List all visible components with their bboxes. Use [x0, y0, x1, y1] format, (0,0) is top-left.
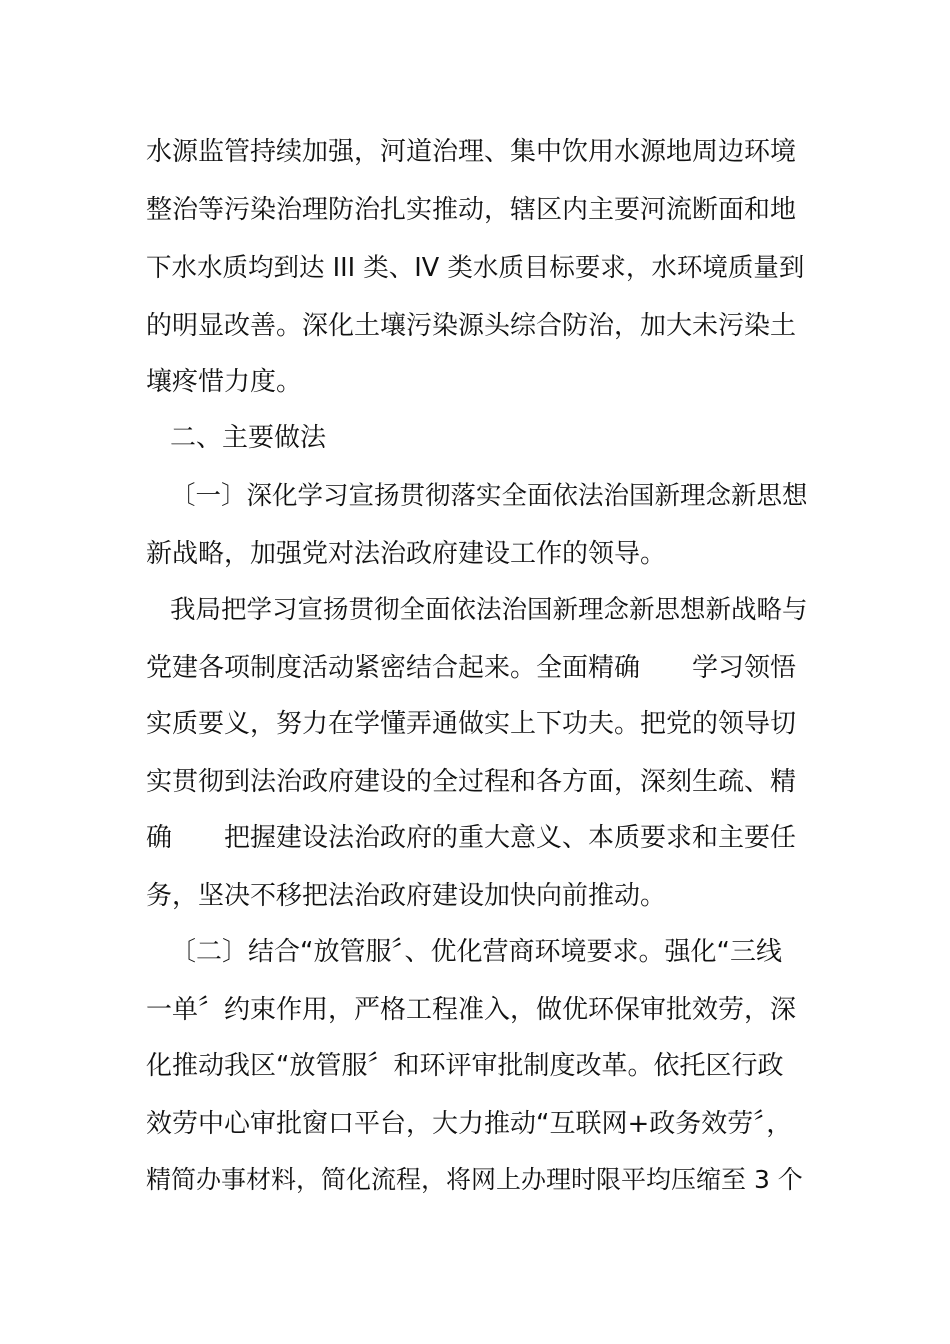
paragraph-line: 新战略，加强党对法治政府建设工作的领导。	[146, 539, 667, 569]
paragraph-line: 确 把握建设法治政府的重大意义、本质要求和主要任	[146, 823, 797, 853]
paragraph-line: 下水水质均到达 III 类、IV 类水质目标要求，水环境质量到	[146, 253, 805, 283]
paragraph-line: 的明显改善。深化土壤污染源头综合防治，加大未污染土	[146, 311, 797, 341]
paragraph-line: 壤疼惜力度。	[146, 367, 303, 397]
paragraph-line: 水源监管持续加强，河道治理、集中饮用水源地周边环境	[146, 137, 797, 167]
subsection-heading: 〔二〕结合“放管服〞、优化营商环境要求。强化“三线	[170, 937, 782, 967]
paragraph-line: 效劳中心审批窗口平台，大力推动“互联网+政务效劳〞，	[146, 1109, 793, 1139]
paragraph-line: 整治等污染治理防治扎实推动，辖区内主要河流断面和地	[146, 195, 797, 225]
paragraph-line: 实质要义，努力在学懂弄通做实上下功夫。把党的领导切	[146, 709, 797, 739]
paragraph-line: 化推动我区“放管服〞和环评审批制度改革。依托区行政	[146, 1051, 784, 1081]
paragraph-line: 精简办事材料，简化流程，将网上办理时限平均压缩至 3 个	[146, 1165, 803, 1194]
paragraph-line: 实贯彻到法治政府建设的全过程和各方面，深刻生疏、精	[146, 767, 797, 797]
subsection-heading: 〔一〕深化学习宣扬贯彻落实全面依法治国新理念新思想	[170, 481, 808, 511]
paragraph-line: 党建各项制度活动紧密结合起来。全面精确 学习领悟	[146, 653, 797, 683]
paragraph-line: 我局把学习宣扬贯彻全面依法治国新理念新思想新战略与	[170, 595, 808, 625]
paragraph-line: 一单〞约束作用，严格工程准入，做优环保审批效劳，深	[146, 995, 797, 1025]
section-heading: 二、主要做法	[170, 423, 327, 453]
paragraph-line: 务，坚决不移把法治政府建设加快向前推动。	[146, 881, 667, 911]
